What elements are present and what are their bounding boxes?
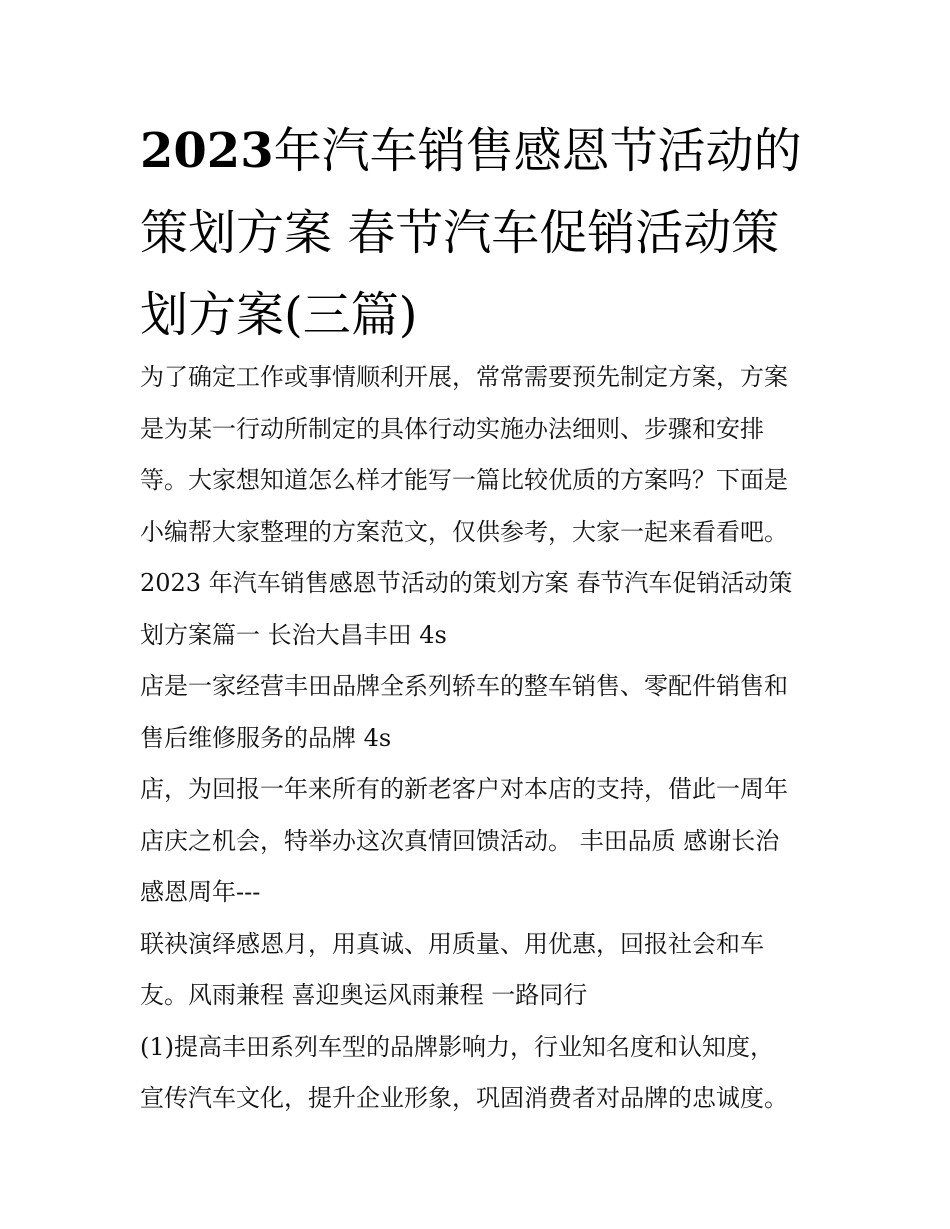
title-year: 2023	[140, 123, 274, 179]
body-line: 小编帮大家整理的方案范文，仅供参考，大家一起来看看吧。	[140, 517, 788, 546]
body-line: 2023 年汽车销售感恩节活动的策划方案 春节汽车促销活动策	[140, 569, 793, 597]
body-line: 为了确定工作或事情顺利开展，常常需要预先制定方案，方案	[140, 363, 788, 391]
title-line-1-rest: 年汽车销售感恩节活动的	[273, 123, 802, 179]
body-line: 是为某一行动所制定的具体行动实施办法细则、步骤和安排	[140, 414, 764, 443]
body-line: 售后维修服务的品牌 4s	[140, 723, 392, 752]
body-line: 店，为回报一年来所有的新老客户对本店的支持，借此一周年	[140, 775, 788, 803]
body-line: 店庆之机会，特举办这次真情回馈活动。 丰田品质 感谢长治	[140, 826, 780, 855]
title-line-3: 划方案(三篇)	[140, 287, 418, 343]
body-line: (1)提高丰田系列车型的品牌影响力，行业知名度和认知度，	[140, 1032, 774, 1061]
body-line: 友。风雨兼程 喜迎奥运风雨兼程 一路同行	[140, 981, 588, 1009]
document-body	[140, 352, 830, 1125]
body-line: 店是一家经营丰田品牌全系列轿车的整车销售、零配件销售和	[140, 672, 788, 700]
body-line: 划方案篇一 长治大昌丰田 4s	[140, 620, 447, 649]
title-line-2: 策划方案 春节汽车促销活动策	[140, 205, 780, 261]
body-line: 等。大家想知道怎么样才能写一篇比较优质的方案吗？下面是	[140, 466, 788, 494]
body-line: 联袂演绎感恩月，用真诚、用质量、用优惠，回报社会和车	[140, 929, 764, 958]
body-line: 感恩周年---	[140, 878, 261, 906]
document-title	[140, 110, 820, 356]
body-line: 宣传汽车文化，提升企业形象，巩固消费者对品牌的忠诚度。	[140, 1084, 788, 1112]
